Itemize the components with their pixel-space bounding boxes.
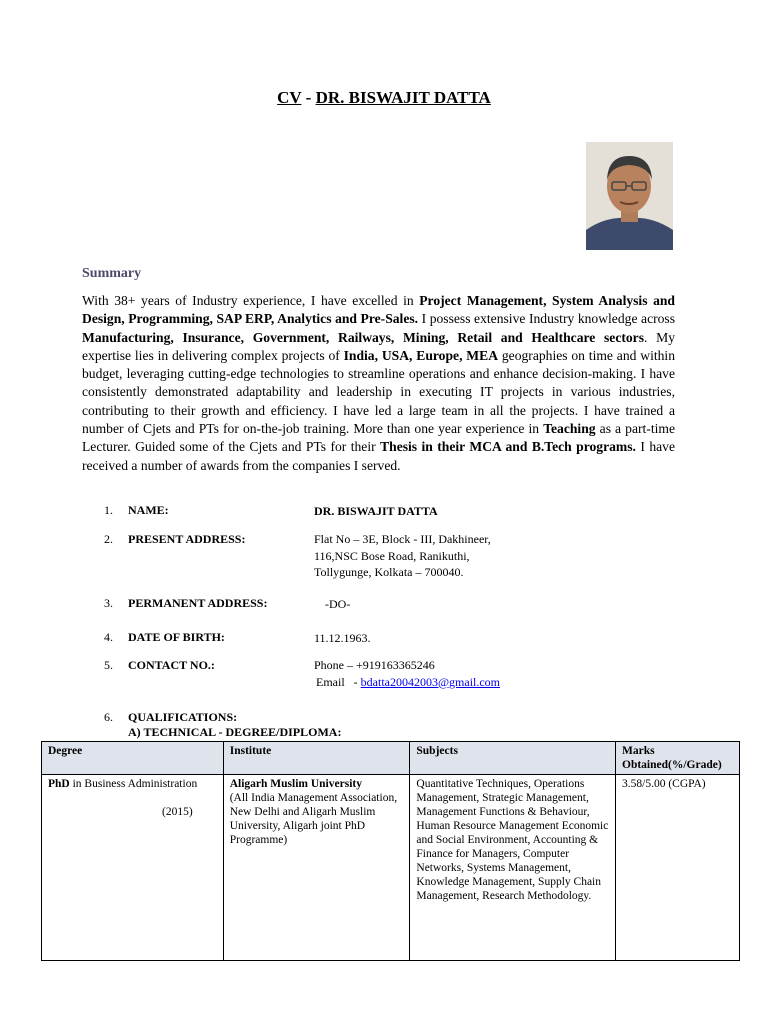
name-value: DR. BISWAJIT DATTA	[314, 504, 438, 518]
summary-highlight: Project Management, System Analysis and Design, Programming, SAP ERP, Analytics and Pre-Sales.	[82, 293, 675, 327]
summary-text: With 38+ years of Industry experience, I have excelled in	[82, 293, 420, 308]
summary-text: as a part-time Lecturer. Guided some of the Cjets and PTs for their	[82, 421, 675, 455]
permanent-address-value: -DO-	[325, 597, 351, 611]
page-title	[0, 88, 768, 108]
dob-value: 11.12.1963.	[314, 631, 371, 645]
summary-paragraph	[82, 292, 675, 475]
degree-detail: in Business Administration	[69, 778, 198, 790]
address-line: Tollygunge, Kolkata – 700040.	[314, 565, 464, 579]
table-header-row	[42, 742, 740, 775]
summary-highlight: India, USA, Europe, MEA	[343, 347, 499, 363]
name-label: NAME:	[128, 503, 169, 517]
institute-cell	[223, 775, 410, 961]
subjects-header: Subjects	[410, 742, 616, 775]
institute-name: Aligarh Muslim University	[229, 778, 362, 790]
degree-cell	[42, 775, 224, 961]
email-label: Email -	[316, 674, 361, 689]
title-separator: -	[301, 88, 316, 107]
summary-highlight: Manufacturing, Insurance, Government, Railways, Mining, Retail and Healthcare sectors	[82, 329, 645, 345]
summary-highlight: Thesis in their MCA and B.Tech programs.	[380, 439, 636, 455]
item-number: 5.	[104, 658, 113, 672]
summary-text: . My expertise lies in delivering complex projects of	[82, 329, 675, 363]
present-address-value	[314, 531, 491, 581]
phone-number: Phone – +919163365246	[314, 658, 435, 672]
item-number: 2.	[104, 532, 113, 546]
present-address-label: PRESENT ADDRESS:	[128, 532, 246, 546]
marks-cell: 3.58/5.00 (CGPA)	[616, 775, 740, 961]
profile-photo	[586, 142, 673, 250]
cv-label: CV	[277, 88, 302, 107]
marks-header: Marks Obtained(%/Grade)	[616, 742, 740, 775]
summary-text: I possess extensive Industry knowledge across	[418, 311, 676, 327]
subjects-cell: Quantitative Techniques, Operations Management, Strategic Management, Management Functions & Behaviour, Human Resource Management Economic and Social Environment, Accounting & Finance for Managers, Computer Networks, Systems Management, Knowledge Management, Supply Chain Management, Research Methodology.	[410, 775, 616, 961]
degree-name: PhD	[48, 778, 70, 790]
candidate-name: DR. BISWAJIT DATTA	[315, 88, 491, 107]
portrait-image	[586, 142, 673, 250]
summary-text: geographies on time and within budget, leveraging cutting-edge technologies to streamline operations and enhance decision-making. I have consistently demonstrated adaptability and leadership in executing IT projects in various industries, contributing to their growth and efficiency. I have led a large team in all the projects. I have trained a number of Cjets and PTs for on-the-job training. More than one year experience in	[82, 347, 675, 437]
email-link[interactable]: bdatta20042003@gmail.com	[360, 674, 501, 689]
degree-year: (2015)	[162, 806, 193, 818]
technical-degree-subheading: A) TECHNICAL - DEGREE/DIPLOMA:	[128, 725, 342, 739]
summary-text: I have received a number of awards from the companies I served.	[82, 439, 675, 473]
institute-header: Institute	[223, 742, 410, 775]
contact-value	[314, 657, 500, 690]
permanent-address-label: PERMANENT ADDRESS:	[128, 596, 268, 610]
item-number: 4.	[104, 630, 113, 644]
qualifications-label: QUALIFICATIONS:	[128, 710, 238, 724]
table-row	[42, 775, 740, 961]
contact-label: CONTACT NO.:	[128, 658, 215, 672]
item-number: 6.	[104, 710, 113, 724]
summary-heading: Summary	[82, 266, 142, 281]
dob-label: DATE OF BIRTH:	[128, 630, 225, 644]
qualifications-table	[41, 741, 740, 961]
institute-detail: (All India Management Association, New Delhi and Aligarh Muslim University, Aligarh joint PhD Programme)	[229, 792, 398, 846]
item-number: 1.	[104, 503, 113, 517]
address-line: Flat No – 3E, Block - III, Dakhineer,	[314, 532, 491, 546]
address-line: 116,NSC Bose Road, Ranikuthi,	[314, 548, 470, 563]
degree-header: Degree	[42, 742, 224, 775]
item-number: 3.	[104, 596, 113, 610]
summary-highlight: Teaching	[543, 421, 596, 437]
